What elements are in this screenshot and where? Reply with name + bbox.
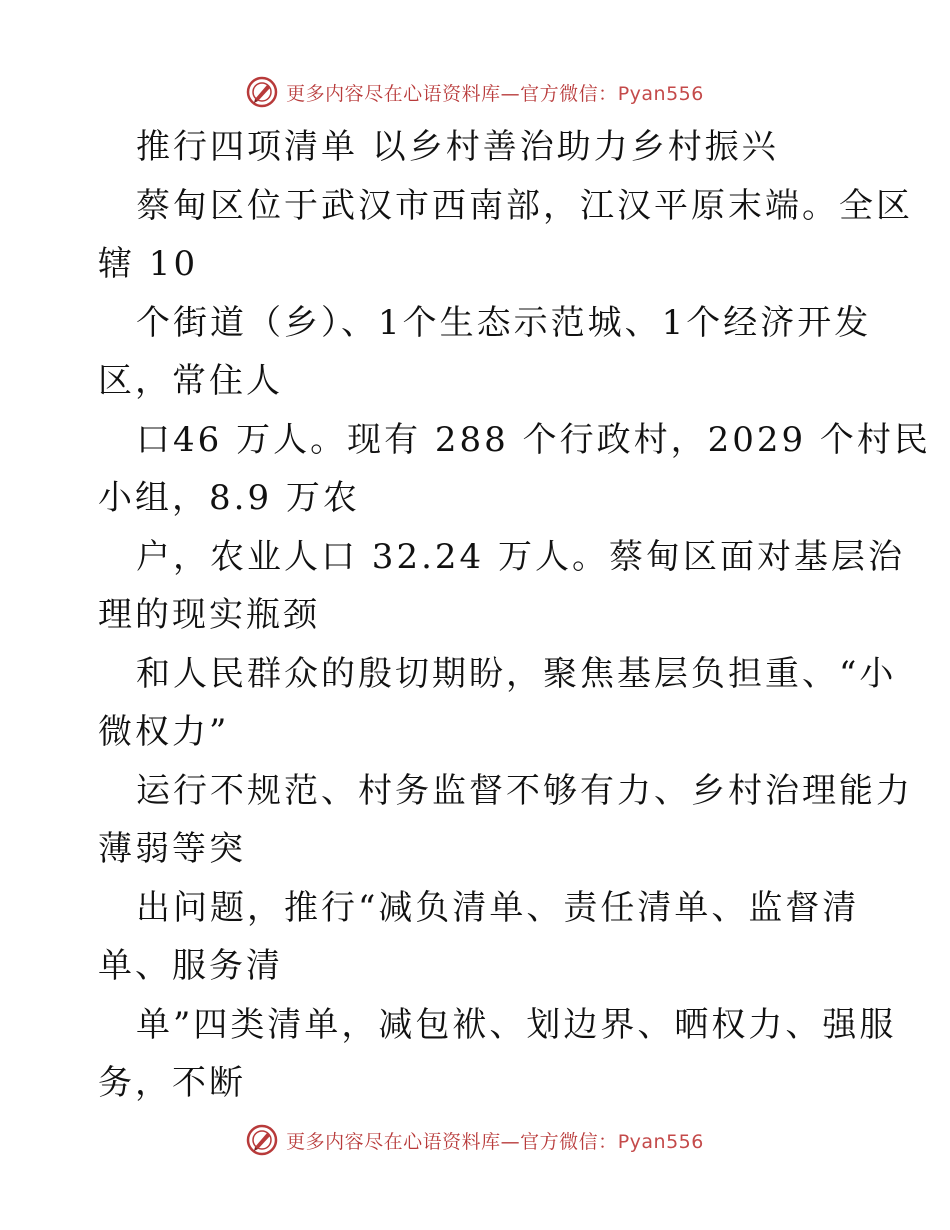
paragraph-line: 和人民群众的殷切期盼，聚焦基层负担重、“小 xyxy=(136,653,897,694)
paragraph-line: 运行不规范、村务监督不够有力、乡村治理能力 xyxy=(136,770,913,811)
paragraph-line: 户，农业人口 32.24 万人。蔡甸区面对基层治 xyxy=(136,536,905,577)
header-watermark xyxy=(0,72,950,112)
watermark-title: 更多内容尽在心语资料库 xyxy=(286,82,501,105)
paragraph-line: 薄弱等突 xyxy=(98,829,246,869)
watermark-wechat-id: Pyan556 xyxy=(617,1130,704,1153)
paragraph-line: 出问题，推行“减负清单、责任清单、监督清 xyxy=(136,887,860,928)
paragraph-line: 微权力” xyxy=(98,712,230,752)
paragraph-line: 单”四类清单，减包袱、划边界、晒权力、强服 xyxy=(136,1004,897,1045)
paragraph-line: 蔡甸区位于武汉市西南部，江汉平原末端。全区 xyxy=(136,185,913,226)
watermark-suffix: 官方微信： xyxy=(520,82,618,105)
paragraph-line: 口46 万人。现有 288 个行政村，2029 个村民 xyxy=(136,419,931,460)
watermark-separator: — xyxy=(500,1130,521,1153)
paragraph-line: 理的现实瓶颈 xyxy=(98,595,320,635)
document-title: 推行四项清单 以乡村善治助力乡村振兴 xyxy=(136,127,779,167)
pen-logo-icon xyxy=(246,76,278,108)
document-body xyxy=(98,118,931,1113)
paragraph-line: 单、服务清 xyxy=(98,946,283,986)
paragraph-line: 区，常住人 xyxy=(98,361,283,401)
watermark-suffix: 官方微信： xyxy=(520,1130,618,1153)
paragraph-line: 小组，8.9 万农 xyxy=(98,478,360,518)
watermark-separator: — xyxy=(500,82,521,105)
paragraph-line: 个街道（乡）、1个生态示范城、1个经济开发 xyxy=(136,302,872,343)
watermark-text xyxy=(286,79,704,106)
watermark-title: 更多内容尽在心语资料库 xyxy=(286,1130,501,1153)
watermark-text xyxy=(286,1127,704,1154)
paragraph-line: 务，不断 xyxy=(98,1063,246,1103)
watermark-wechat-id: Pyan556 xyxy=(617,82,704,105)
pen-logo-icon xyxy=(246,1124,278,1156)
paragraph-line: 辖 10 xyxy=(98,244,199,284)
footer-watermark xyxy=(0,1120,950,1160)
